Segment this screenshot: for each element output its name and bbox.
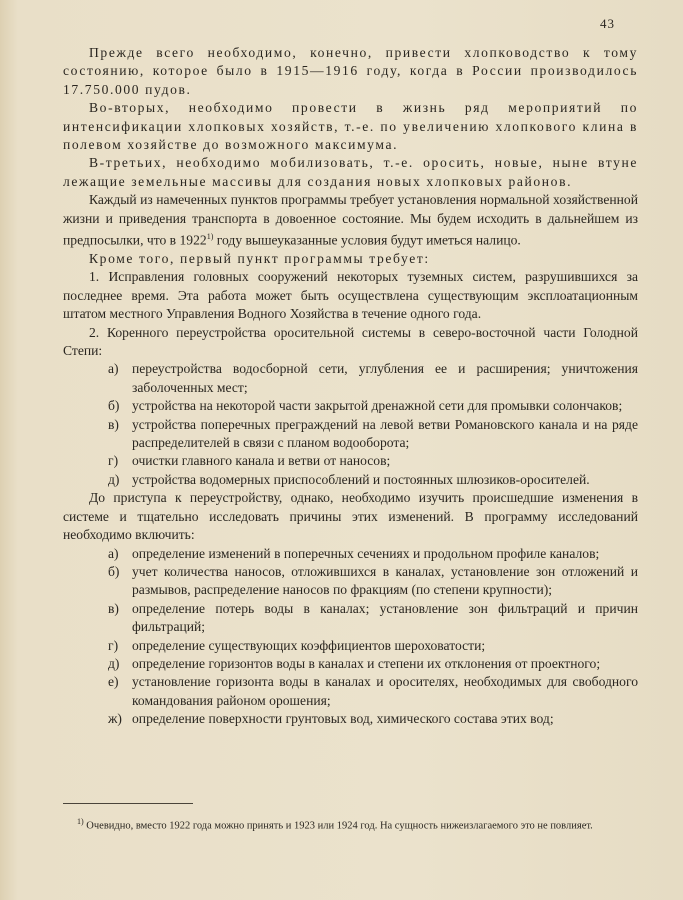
list-item-text: определение поверхности грунтовых вод, химического состава этих вод; xyxy=(132,711,554,727)
list-item-text: устройства водомерных приспособлений и постоянных шлюзиков-оросителей. xyxy=(132,471,590,487)
list-marker: ж) xyxy=(108,711,122,727)
list-item-text: определение существующих коэффициентов шероховатости; xyxy=(132,637,486,653)
footnote-divider xyxy=(63,803,193,804)
list-item xyxy=(108,600,638,637)
paragraph-1: Прежде всего необходимо, конечно, привести хлопководство к тому состоянию, которое было в 1915—1916 году, когда в России производилось 17.750.000 пудов. xyxy=(63,45,638,97)
list-item-text: определение потерь воды в каналах; установление зон фильтраций и причин фильтраций; xyxy=(132,600,638,635)
list-item-text: установление горизонта воды в каналах и оросителях, необходимых для свободного командования районом орошения; xyxy=(132,674,638,708)
list-item-text: определение горизонтов воды в каналах и степени их отклонения от проектного; xyxy=(132,655,601,671)
list-marker: д) xyxy=(108,471,120,487)
list-item-text: учет количества наносов, отложившихся в каналах, установление зон отложений и размывов, распределение наносов по фракциям (по степени крупности); xyxy=(132,563,638,598)
list-marker: в) xyxy=(108,600,119,616)
paragraph-4-part-1: Каждый из намеченных пунктов программы требует установления нормальной хозяйственной жизни и приведения транспорта в довоенное состояние. Мы будем исходить в дальнейшем из предпосылки, что в 1922 xyxy=(63,192,638,248)
list-item-text: очистки главного канала и ветви от наносов; xyxy=(132,453,391,469)
list-item xyxy=(108,397,638,415)
page-number: 43 xyxy=(600,16,615,31)
list-marker: д) xyxy=(108,655,120,671)
reconstruction-list xyxy=(108,360,638,489)
footnote-text xyxy=(63,814,638,835)
list-item xyxy=(108,563,638,600)
list-item-text: определение изменений в поперечных сечениях и продольном профиле каналов; xyxy=(132,545,600,561)
list-item-text: устройства на некоторой части закрытой дренажной сети для промывки солончаков; xyxy=(132,398,623,414)
list-item xyxy=(108,360,638,397)
list-marker: б) xyxy=(108,563,120,579)
list-marker: е) xyxy=(108,674,119,690)
list-item xyxy=(108,673,638,710)
paragraph-2: Во-вторых, необходимо провести в жизнь ряд мероприятий по интенсификации хлопковых хозяйств, т.-е. по увеличению хлопкового клина в полевом хозяйстве до возможного максимума. xyxy=(63,100,638,153)
list-marker: а) xyxy=(108,361,119,377)
list-marker: в) xyxy=(108,416,119,432)
list-item xyxy=(108,710,638,728)
paragraph-5: Кроме того, первый пункт программы требует: xyxy=(89,251,430,266)
paragraph-7: 2. Коренного переустройства оросительной системы в северо-восточной части Голодной Степи: xyxy=(63,324,638,359)
list-item-text: устройства поперечных преграждений на левой ветви Романовского канала и на ряде распределителей в связи с планом водооборота; xyxy=(132,416,638,451)
list-marker: а) xyxy=(108,545,119,561)
list-item xyxy=(108,655,638,673)
list-item xyxy=(108,545,638,563)
paragraph-6: 1. Исправления головных сооружений некоторых туземных систем, разрушившихся за последнее время. Эта работа может быть осуществлена существующим эксплоатационным штатом местного Управления Водного Хозяйства в течение одного года. xyxy=(63,269,638,322)
list-marker: г) xyxy=(108,453,119,469)
paragraph-4 xyxy=(63,191,638,250)
list-marker: б) xyxy=(108,398,120,414)
list-item xyxy=(108,637,638,655)
paragraph-3: В-третьих, необходимо мобилизовать, т.-е. оросить, новые, ныне втуне лежащие земельные массивы для создания новых хлопковых районов. xyxy=(63,155,638,189)
main-text xyxy=(63,44,638,729)
list-item xyxy=(108,471,638,489)
footnote-mark: 1) xyxy=(77,817,84,826)
paragraph-4-part-2: году вышеуказанные условия будут иметься налицо. xyxy=(213,232,521,248)
footnote xyxy=(63,814,638,835)
research-list xyxy=(108,545,638,729)
footnote-ref: 1) xyxy=(206,232,214,242)
footnote-body: Очевидно, вместо 1922 года можно принять и 1923 или 1924 год. На сущность нижеизлагаемого это не повлияет. xyxy=(83,820,593,832)
list-marker: г) xyxy=(108,637,119,653)
list-item xyxy=(108,452,638,470)
paragraph-8: До приступа к переустройству, однако, необходимо изучить происшедшие изменения в системе и тщательно исследовать причины этих изменений. В программу исследований необходимо включить: xyxy=(63,490,638,543)
list-item-text: переустройства водосборной сети, углубления ее и расширения; уничтожения заболоченных мест; xyxy=(132,361,638,395)
list-item xyxy=(108,416,638,453)
